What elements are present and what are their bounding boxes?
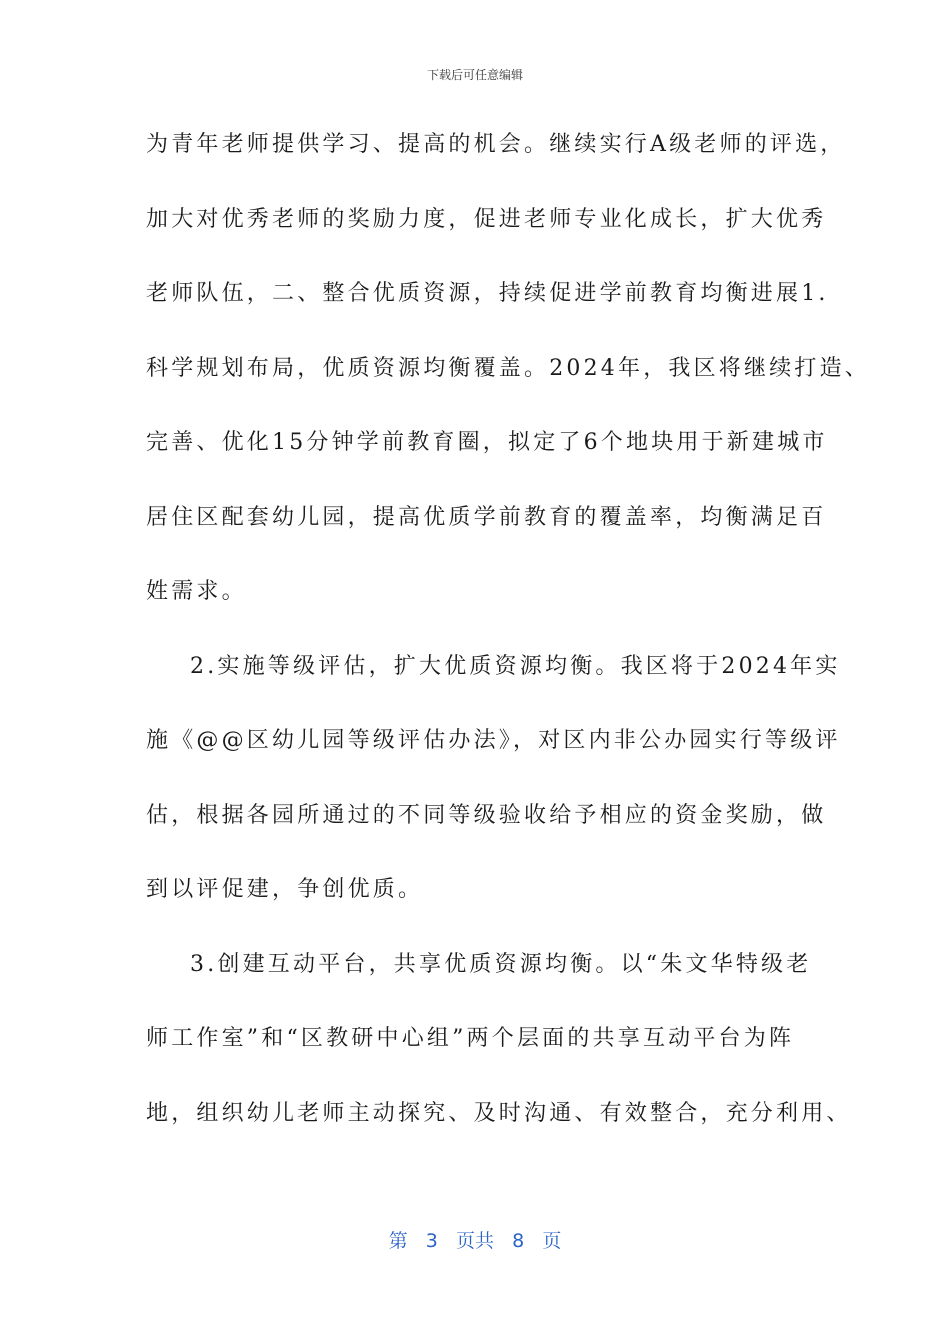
body-line: 老师队伍，二、整合优质资源，持续促进学前教育均衡进展1. <box>146 281 829 306</box>
current-page-number: 3 <box>425 1230 438 1252</box>
body-line: 估，根据各园所通过的不同等级验收给予相应的资金奖励，做 <box>146 802 827 828</box>
header-note: 下载后可任意编辑 <box>426 68 523 82</box>
body-line: 科学规划布局，优质资源均衡覆盖。2024年，我区将继续打造、 <box>146 355 870 381</box>
body-line: 地，组织幼儿老师主动探究、及时沟通、有效整合，充分利用、 <box>146 1100 852 1126</box>
total-pages-number: 8 <box>512 1230 525 1252</box>
footer-prefix: 第 <box>388 1230 408 1252</box>
body-line: 居住区配套幼儿园，提高优质学前教育的覆盖率，均衡满足百 <box>146 504 827 530</box>
body-line: 姓需求。 <box>146 579 247 604</box>
body-line: 施《@@区幼儿园等级评估办法》，对区内非公办园实行等级评 <box>146 728 841 753</box>
body-line: 3.创建互动平台，共享优质资源均衡。以“朱文华特级老 <box>190 951 812 977</box>
body-line: 师工作室”和“区教研中心组”两个层面的共享互动平台为阵 <box>146 1026 795 1051</box>
body-line: 加大对优秀老师的奖励力度，促进老师专业化成长，扩大优秀 <box>146 206 827 232</box>
body-line: 2.实施等级评估，扩大优质资源均衡。我区将于2024年实 <box>190 653 841 679</box>
page-footer <box>0 1226 950 1253</box>
footer-suffix: 页 <box>542 1230 562 1252</box>
footer-middle: 页共 <box>455 1230 494 1252</box>
body-line: 完善、优化15分钟学前教育圈，拟定了6个地块用于新建城市 <box>146 430 828 455</box>
body-line: 到以评促建，争创优质。 <box>146 877 424 902</box>
document-body <box>146 120 870 1163</box>
body-line: 为青年老师提供学习、提高的机会。继续实行A级老师的评选， <box>146 132 846 157</box>
